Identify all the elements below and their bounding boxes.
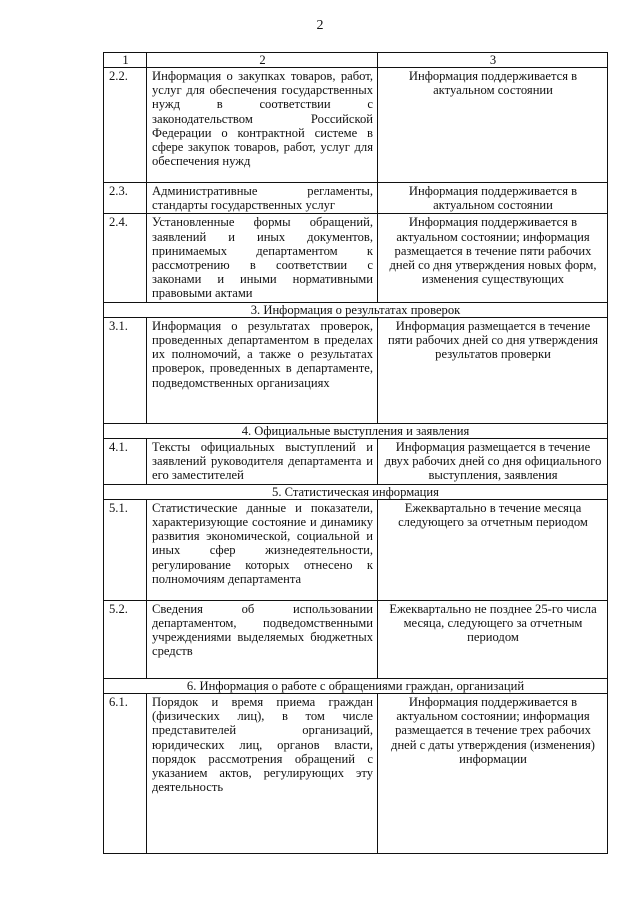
item-number: 3.1. <box>104 317 147 423</box>
item-description: Статистические данные и показатели, характеризующие состояние и динамику развития экономической, социальной и иных сфер жизнедеятельности, регулирование которых отнесено к полномочиям департамента <box>147 499 378 600</box>
item-description: Информация о закупках товаров, работ, услуг для обеспечения государственных нужд в соответствии с законодательством Российской Федерации о контрактной системе в сфере закупок товаров, работ, услуг для обеспечения нужд <box>147 68 378 183</box>
section-row <box>104 678 608 693</box>
item-value: Информация размещается в течение двух рабочих дней со дня официального выступления, заявления <box>378 439 608 485</box>
item-value: Ежеквартально не позднее 25-го числа месяца, следующего за отчетным периодом <box>378 600 608 678</box>
table-row <box>104 439 608 485</box>
table-row <box>104 317 608 423</box>
section-row <box>104 302 608 317</box>
item-number: 4.1. <box>104 439 147 485</box>
item-number: 2.3. <box>104 183 147 214</box>
table-row <box>104 694 608 854</box>
table-row <box>104 499 608 600</box>
item-description: Тексты официальных выступлений и заявлений руководителя департамента и его заместителей <box>147 439 378 485</box>
section-title: 3. Информация о результатах проверок <box>104 302 608 317</box>
section-row <box>104 484 608 499</box>
item-number: 6.1. <box>104 694 147 854</box>
item-description: Сведения об использовании департаментом, подведомственными учреждениями выделяемых бюджетных средств <box>147 600 378 678</box>
section-title: 6. Информация о работе с обращениями граждан, организаций <box>104 678 608 693</box>
item-value: Информация поддерживается в актуальном состоянии <box>378 183 608 214</box>
section-title: 5. Статистическая информация <box>104 484 608 499</box>
item-number: 5.1. <box>104 499 147 600</box>
information-table <box>103 52 608 854</box>
section-row <box>104 423 608 438</box>
table-row <box>104 214 608 302</box>
item-value: Информация поддерживается в актуальном состоянии; информация размещается в течение трех рабочих дней с даты утверждения (изменения) информации <box>378 694 608 854</box>
table-header-row <box>104 53 608 68</box>
item-description: Порядок и время приема граждан (физических лиц), в том числе представителей организаций, юридических лиц, органов власти, порядок рассмотрения обращений с указанием актов, регулирующих эту деятельность <box>147 694 378 854</box>
item-number: 5.2. <box>104 600 147 678</box>
header-col-2: 2 <box>147 53 378 68</box>
item-value: Информация размещается в течение пяти рабочих дней со дня утверждения результатов проверки <box>378 317 608 423</box>
header-col-1: 1 <box>104 53 147 68</box>
header-col-3: 3 <box>378 53 608 68</box>
item-value: Информация поддерживается в актуальном состоянии; информация размещается в течение пяти рабочих дней со дня утверждения новых форм, изменения существующих <box>378 214 608 302</box>
table-row <box>104 68 608 183</box>
item-description: Информация о результатах проверок, проведенных департаментом в пределах их полномочий, а также о результатах проверок, проведенных в департаменте, подведомственных организациях <box>147 317 378 423</box>
item-value: Ежеквартально в течение месяца следующего за отчетным периодом <box>378 499 608 600</box>
section-title: 4. Официальные выступления и заявления <box>104 423 608 438</box>
table-row <box>104 600 608 678</box>
page-number: 2 <box>316 18 324 33</box>
item-number: 2.2. <box>104 68 147 183</box>
item-number: 2.4. <box>104 214 147 302</box>
item-description: Административные регламенты, стандарты государственных услуг <box>147 183 378 214</box>
item-description: Установленные формы обращений, заявлений и иных документов, принимаемых департаментом к рассмотрению в соответствии с законами и иными нормативными правовыми актами <box>147 214 378 302</box>
item-value: Информация поддерживается в актуальном состоянии <box>378 68 608 183</box>
table-row <box>104 183 608 214</box>
